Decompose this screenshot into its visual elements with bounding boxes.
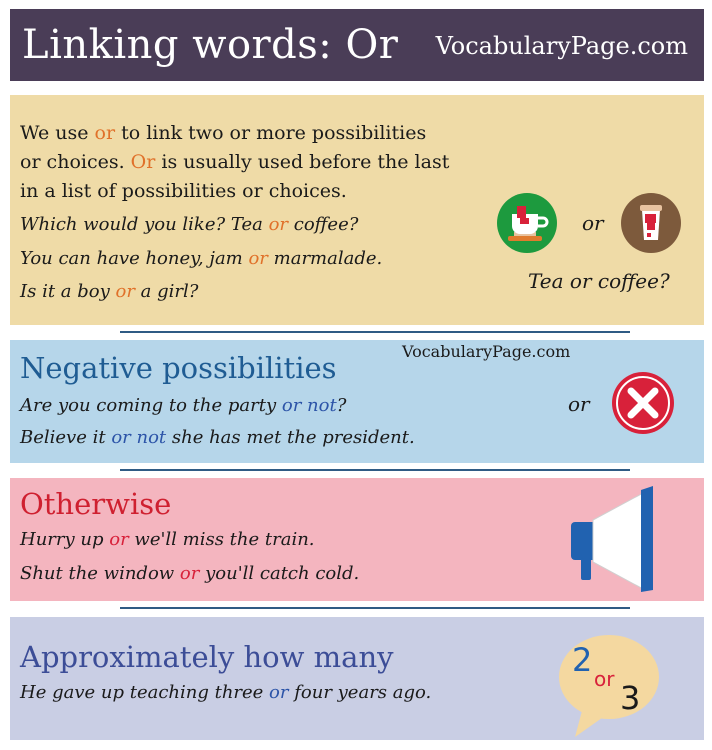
page-title: Linking words: Or [22,22,399,68]
bubble-or: or [594,667,615,691]
section-heading: Negative possibilities [20,351,337,385]
example-line: You can have honey, jam or marmalade. [20,248,383,269]
bubble-number-last: 3 [620,679,641,717]
example-line: Which would you like? Tea or coffee? [20,214,359,235]
watermark: VocabularyPage.com [402,342,571,361]
example-line: He gave up teaching three or four years ago. [20,682,432,703]
title-banner [10,9,704,81]
example-line: Hurry up or we'll miss the train. [20,529,315,550]
site-name: VocabularyPage.com [435,32,688,60]
intro-line: We use or to link two or more possibilities [20,122,427,144]
divider [120,607,630,609]
section-approximately [10,617,704,740]
divider [120,469,630,471]
or-label: or [568,392,590,416]
tea-cup-icon [496,192,558,254]
example-line: Believe it or not she has met the president. [20,427,415,448]
or-label: or [582,211,604,235]
bubble-number-first: 2 [572,641,593,679]
example-line: Are you coming to the party or not? [20,395,347,416]
section-heading: Approximately how many [20,640,394,674]
example-line: Shut the window or you'll catch cold. [20,563,360,584]
divider [120,331,630,333]
section-heading: Otherwise [20,487,172,521]
intro-line: or choices. Or is usually used before the last [20,151,450,173]
megaphone-icon [563,486,659,592]
example-line: Is it a boy or a girl? [20,281,199,302]
cross-icon [611,371,675,435]
tea-or-coffee-caption: Tea or coffee? [528,269,670,293]
section-otherwise [10,478,704,601]
coffee-cup-icon [620,192,682,254]
section-or-choices [10,95,704,325]
section-negative-possibilities [10,340,704,463]
intro-line: in a list of possibilities or choices. [20,180,347,202]
